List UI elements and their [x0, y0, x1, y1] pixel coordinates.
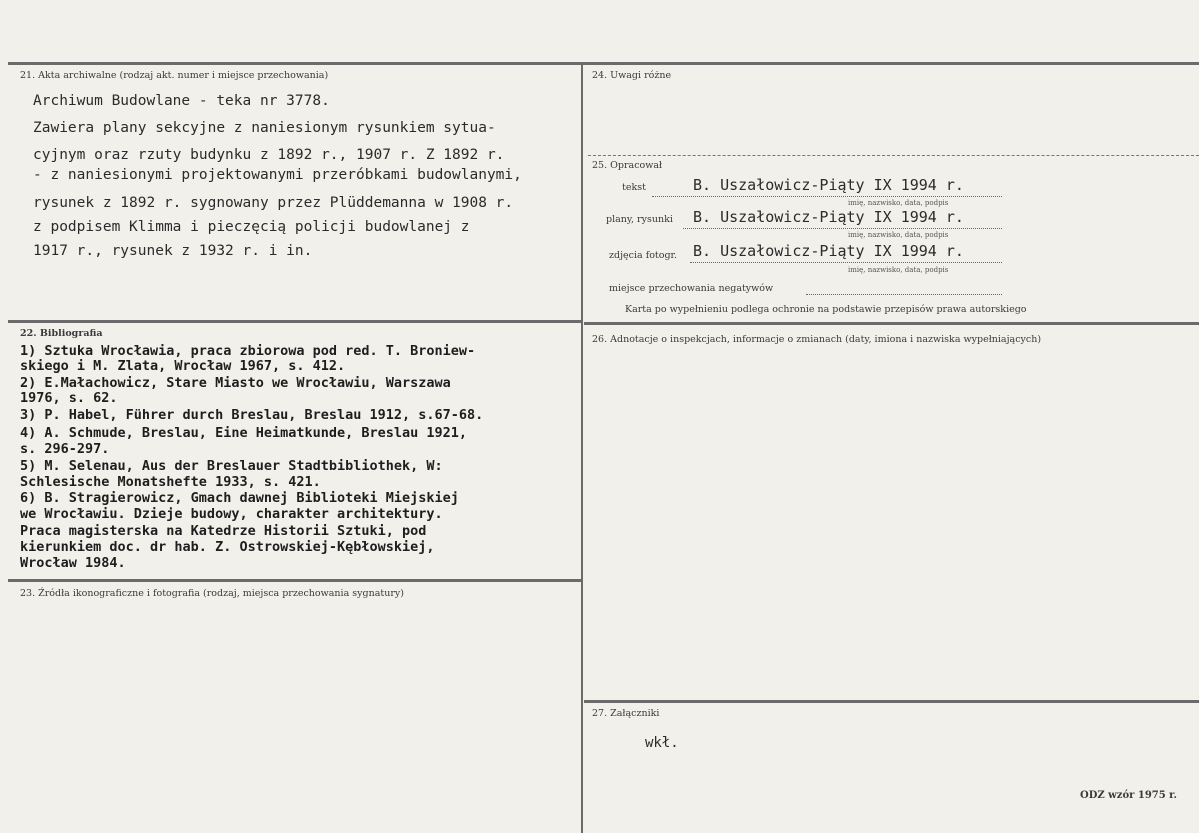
bibliography-line: 1976, s. 62. — [20, 390, 118, 406]
section-24-label: 24. Uwagi różne — [592, 70, 672, 81]
section-21-line: Archiwum Budowlane - teka nr 3778. — [33, 93, 330, 109]
section-27-label: 27. Załączniki — [592, 708, 660, 719]
section-22-label: 22. Bibliografia — [20, 328, 103, 339]
bibliography-line: 5) M. Selenau, Aus der Breslauer Stadtbibliothek, W: — [20, 458, 443, 474]
copyright-note: Karta po wypełnieniu podlega ochronie na podstawie przepisów prawa autorskiego — [625, 304, 1027, 315]
section-21-line: cyjnym oraz rzuty budynku z 1892 r., 1907 r. Z 1892 r. — [33, 147, 505, 163]
section-25-label: 25. Opracował — [592, 160, 663, 171]
field-tekst-value: B. Uszałowicz-Piąty IX 1994 r. — [693, 176, 964, 194]
rule-top — [8, 62, 1199, 65]
section-21-line: 1917 r., rysunek z 1932 r. i in. — [33, 243, 313, 259]
form-code: ODZ wzór 1975 r. — [1080, 790, 1178, 801]
field-zdjecia-dots — [690, 262, 1002, 263]
section-21-line: - z naniesionymi projektowanymi przeróbkami budowlanymi, — [33, 167, 522, 183]
rule-section-25 — [588, 155, 1199, 157]
field-zdjecia-value: B. Uszałowicz-Piąty IX 1994 r. — [693, 242, 964, 260]
field-zdjecia-hint: imię, nazwisko, data, podpis — [848, 266, 949, 274]
field-plany-value: B. Uszałowicz-Piąty IX 1994 r. — [693, 208, 964, 226]
section-21-label: 21. Akta archiwalne (rodzaj akt. numer i miejsce przechowania) — [20, 70, 329, 81]
bibliography-line: Praca magisterska na Katedrze Historii Sztuki, pod — [20, 523, 427, 539]
rule-section-23 — [8, 579, 582, 582]
bibliography-line: skiego i M. Zlata, Wrocław 1967, s. 412. — [20, 358, 346, 374]
bibliography-line: 3) P. Habel, Führer durch Breslau, Breslau 1912, s.67-68. — [20, 407, 484, 423]
field-plany-label: plany, rysunki — [606, 214, 673, 225]
section-21-line: z podpisem Klimma i pieczęcią policji budowlanej z — [33, 219, 470, 235]
bibliography-line: Wrocław 1984. — [20, 555, 126, 571]
field-zdjecia-label: zdjęcia fotogr. — [609, 250, 678, 261]
field-plany-dots — [683, 228, 1002, 229]
field-tekst-label: tekst — [622, 182, 646, 193]
bibliography-line: we Wrocławiu. Dzieje budowy, charakter architektury. — [20, 506, 443, 522]
field-plany-hint: imię, nazwisko, data, podpis — [848, 231, 949, 239]
bibliography-line: kierunkiem doc. dr hab. Z. Ostrowskiej-Kębłowskiej, — [20, 539, 435, 555]
bibliography-line: 2) E.Małachowicz, Stare Miasto we Wrocławiu, Warszawa — [20, 375, 451, 391]
bibliography-line: Schlesische Monatshefte 1933, s. 421. — [20, 474, 321, 490]
rule-center — [581, 62, 583, 833]
section-21-line: Zawiera plany sekcyjne z naniesionym rysunkiem sytua- — [33, 120, 496, 136]
negatives-label: miejsce przechowania negatywów — [609, 283, 774, 294]
section-23-label: 23. Źródła ikonograficzne i fotografia (rodzaj, miejsca przechowania sygnatury) — [20, 588, 404, 599]
bibliography-line: 4) A. Schmude, Breslau, Eine Heimatkunde, Breslau 1921, — [20, 425, 468, 441]
bibliography-line: 6) B. Stragierowicz, Gmach dawnej Biblioteki Miejskiej — [20, 490, 459, 506]
bibliography-line: s. 296-297. — [20, 441, 110, 457]
rule-section-22 — [8, 320, 582, 323]
section-26-label: 26. Adnotacje o inspekcjach, informacje o zmianach (daty, imiona i nazwiska wypełniających) — [592, 334, 1042, 345]
section-21-line: rysunek z 1892 r. sygnowany przez Plüddemanna w 1908 r. — [33, 195, 514, 211]
rule-section-27 — [584, 700, 1199, 703]
field-tekst-dots — [652, 196, 1002, 197]
bibliography-line: 1) Sztuka Wrocławia, praca zbiorowa pod red. T. Broniew- — [20, 343, 476, 359]
attachments-value: wkł. — [645, 735, 679, 751]
rule-section-26 — [584, 322, 1199, 325]
field-tekst-hint: imię, nazwisko, data, podpis — [848, 199, 949, 207]
negatives-dots — [806, 294, 1002, 295]
